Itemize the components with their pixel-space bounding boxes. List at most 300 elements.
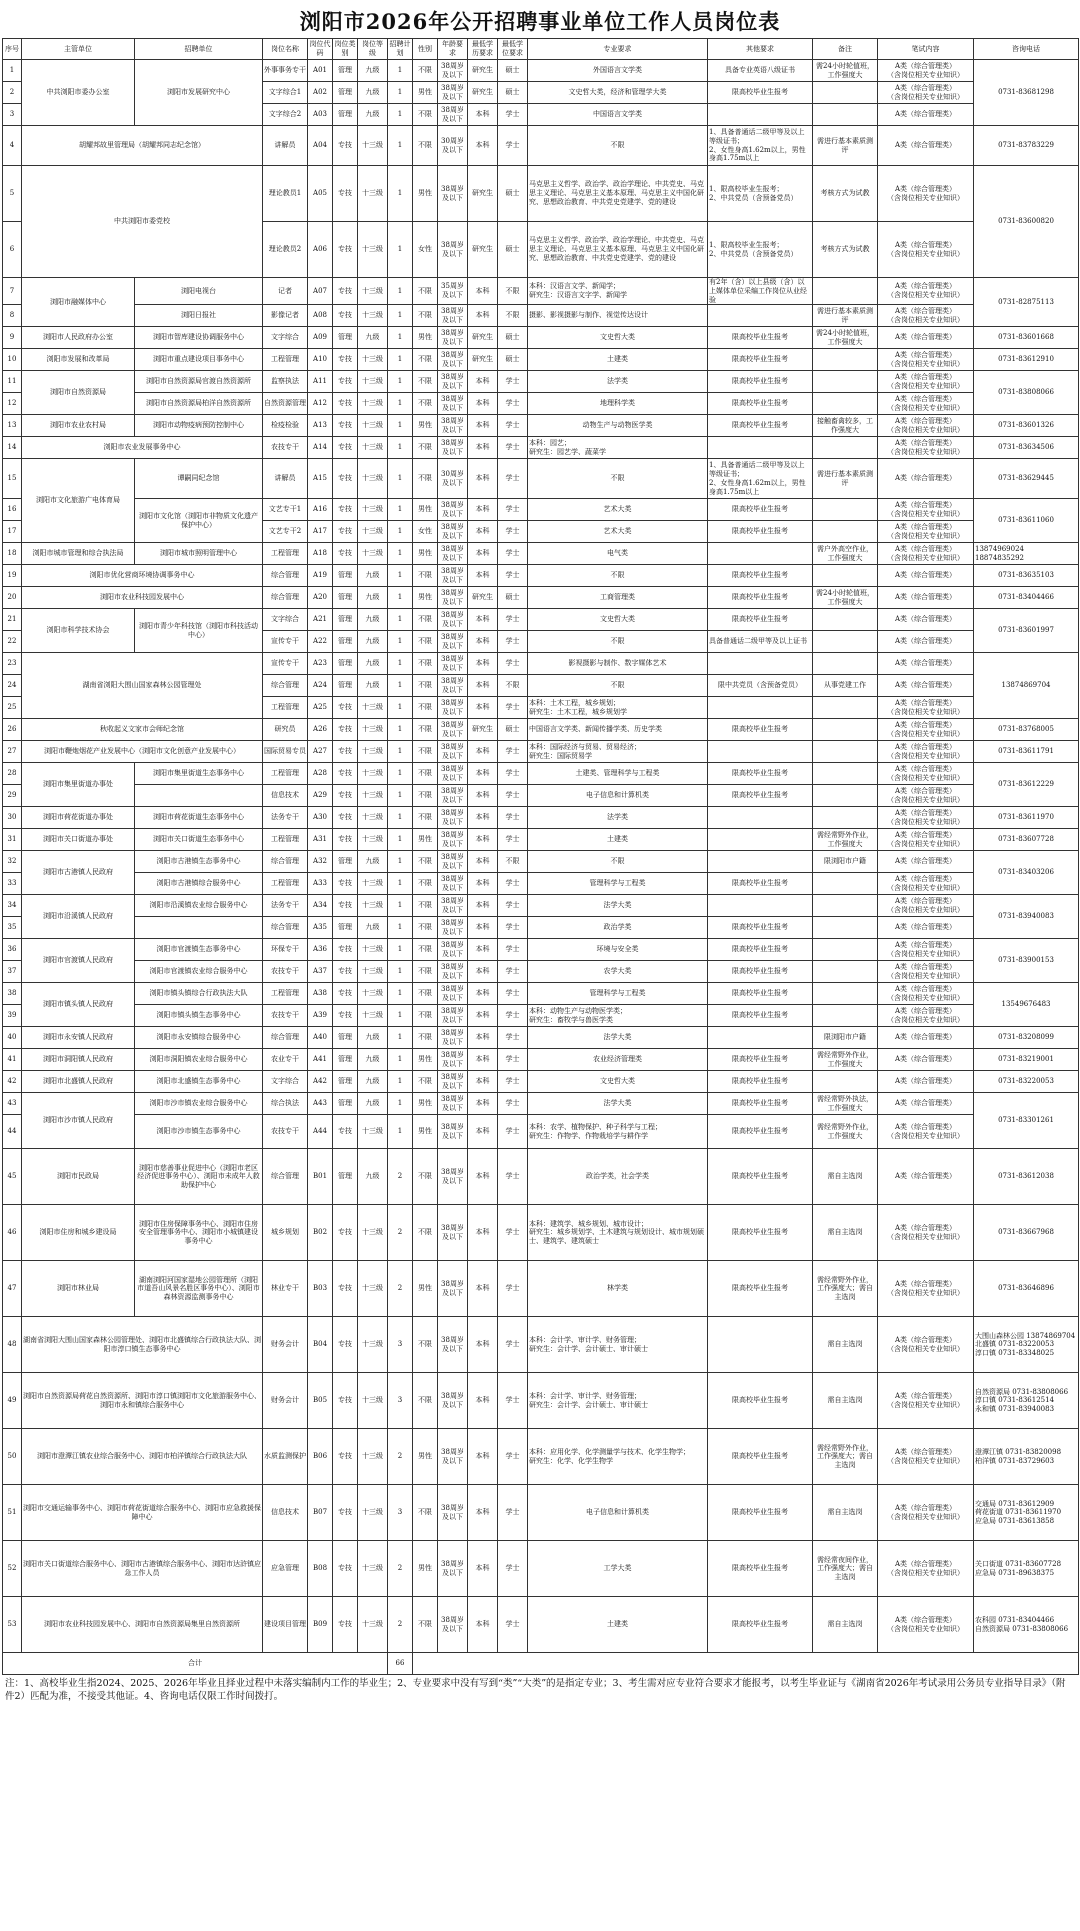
cell-department: 浏阳市农业科技园发展中心 [22, 587, 263, 609]
cell-grade: 九级 [358, 1071, 388, 1093]
cell-gender: 男性 [413, 829, 438, 851]
cell-plan: 1 [388, 939, 413, 961]
cell-grade: 九级 [358, 104, 388, 126]
cell-category: 专技 [333, 1261, 358, 1317]
table-row [3, 807, 1079, 829]
table-row [3, 60, 1079, 82]
cell-employer: 浏阳市镇头镇生态事务中心 [135, 1005, 263, 1027]
cell-exam: A类（综合管理类） （含岗位相关专业知识） [878, 305, 974, 327]
cell-plan: 2 [388, 1261, 413, 1317]
cell-education: 本科 [468, 1149, 498, 1205]
cell-category: 专技 [333, 807, 358, 829]
cell-grade: 十三级 [358, 1205, 388, 1261]
cell-no: 29 [3, 785, 22, 807]
table-row [3, 349, 1079, 371]
cell-grade: 十三级 [358, 393, 388, 415]
cell-grade: 十三级 [358, 305, 388, 327]
column-header: 最低学位要求 [498, 39, 528, 60]
cell-category: 管理 [333, 653, 358, 675]
cell-other [708, 851, 813, 873]
cell-gender: 不限 [413, 851, 438, 873]
cell-plan: 1 [388, 166, 413, 222]
cell-other: 限高校毕业生报考 [708, 719, 813, 741]
cell-plan: 3 [388, 1373, 413, 1429]
cell-grade: 九级 [358, 917, 388, 939]
cell-gender: 男性 [413, 1541, 438, 1597]
table-row [3, 499, 1079, 521]
table-row [3, 873, 1079, 895]
cell-phone: 0731-83607728 [974, 829, 1079, 851]
cell-education: 研究生 [468, 166, 498, 222]
cell-position: 外事事务专干 [263, 60, 308, 82]
cell-category: 管理 [333, 1049, 358, 1071]
cell-age: 38周岁及以下 [438, 82, 468, 104]
cell-other: 限高校毕业生报考 [708, 763, 813, 785]
cell-category: 专技 [333, 719, 358, 741]
cell-education: 研究生 [468, 60, 498, 82]
cell-remark: 需24小时轮值班，工作强度大 [813, 60, 878, 82]
cell-plan: 1 [388, 917, 413, 939]
cell-gender: 男性 [413, 1115, 438, 1149]
cell-phone: 0731-83646896 [974, 1261, 1079, 1317]
cell-exam: A类（综合管理类） （含岗位相关专业知识） [878, 1205, 974, 1261]
cell-education: 本科 [468, 126, 498, 166]
cell-code: A25 [308, 697, 333, 719]
cell-other: 限高校毕业生报考 [708, 873, 813, 895]
cell-position: 环保专干 [263, 939, 308, 961]
cell-grade: 十三级 [358, 521, 388, 543]
cell-education: 本科 [468, 961, 498, 983]
cell-remark: 考核方式为试教 [813, 222, 878, 278]
cell-grade: 十三级 [358, 697, 388, 719]
cell-other [708, 895, 813, 917]
cell-category: 专技 [333, 126, 358, 166]
cell-employer: 浏阳市自然资源局官渡自然资源所 [135, 371, 263, 393]
cell-remark: 需自主选岗 [813, 1373, 878, 1429]
cell-gender: 不限 [413, 104, 438, 126]
cell-employer [135, 917, 263, 939]
cell-no: 39 [3, 1005, 22, 1027]
cell-category: 专技 [333, 349, 358, 371]
cell-position: 综合管理 [263, 851, 308, 873]
cell-position: 农技专干 [263, 437, 308, 459]
cell-category: 专技 [333, 961, 358, 983]
cell-age: 38周岁及以下 [438, 697, 468, 719]
cell-phone: 0731-83768005 [974, 719, 1079, 741]
cell-age: 38周岁及以下 [438, 1149, 468, 1205]
cell-age: 38周岁及以下 [438, 895, 468, 917]
cell-position: 水质监测保护 [263, 1429, 308, 1485]
cell-exam: A类（综合管理类） （含岗位相关专业知识） [878, 1541, 974, 1597]
cell-remark [813, 609, 878, 631]
cell-education: 本科 [468, 609, 498, 631]
cell-employer: 浏阳市发展研究中心 [135, 60, 263, 126]
cell-major: 不限 [528, 565, 708, 587]
cell-code: A07 [308, 278, 333, 305]
cell-plan: 1 [388, 785, 413, 807]
cell-degree: 硕士 [498, 82, 528, 104]
cell-age: 38周岁及以下 [438, 1093, 468, 1115]
total-label: 合计 [3, 1653, 388, 1675]
cell-position: 农技专干 [263, 1005, 308, 1027]
table-row [3, 1429, 1079, 1485]
cell-grade: 十三级 [358, 807, 388, 829]
cell-grade: 九级 [358, 327, 388, 349]
cell-age: 38周岁及以下 [438, 851, 468, 873]
cell-degree: 学士 [498, 939, 528, 961]
cell-remark: 需自主选岗 [813, 1149, 878, 1205]
cell-employer: 浏阳日报社 [135, 305, 263, 327]
cell-employer: 浏阳市重点建设项目事务中心 [135, 349, 263, 371]
cell-gender: 男性 [413, 82, 438, 104]
cell-education: 本科 [468, 1317, 498, 1373]
cell-position: 文字综合 [263, 1071, 308, 1093]
cell-gender: 不限 [413, 1317, 438, 1373]
cell-education: 本科 [468, 1027, 498, 1049]
cell-employer: 浏阳市镇头镇综合行政执法大队 [135, 983, 263, 1005]
cell-department: 浏阳市自然资源局荷花自然资源所、浏阳市淳口镇浏阳市文化旅游服务中心、浏阳市永和镇综合服务中心 [22, 1373, 263, 1429]
cell-employer: 浏阳市关口街道生态事务中心 [135, 829, 263, 851]
total-value: 66 [388, 1653, 413, 1675]
cell-category: 专技 [333, 459, 358, 499]
cell-exam: A类（综合管理类） （含岗位相关专业知识） [878, 961, 974, 983]
table-row [3, 543, 1079, 565]
cell-degree: 学士 [498, 126, 528, 166]
cell-grade: 九级 [358, 609, 388, 631]
cell-phone: 0731-83635103 [974, 565, 1079, 587]
cell-major: 政治学类，社会学类 [528, 1149, 708, 1205]
cell-other [708, 741, 813, 763]
cell-plan: 1 [388, 1071, 413, 1093]
cell-age: 38周岁及以下 [438, 1005, 468, 1027]
cell-no: 30 [3, 807, 22, 829]
cell-position: 信息技术 [263, 785, 308, 807]
cell-major: 摄影、影视摄影与制作、视觉传达设计 [528, 305, 708, 327]
cell-degree: 学士 [498, 697, 528, 719]
table-row [3, 1373, 1079, 1429]
cell-plan: 1 [388, 371, 413, 393]
cell-degree: 硕士 [498, 349, 528, 371]
cell-code: B07 [308, 1485, 333, 1541]
cell-remark: 需经常野外作业，工作强度大 [813, 829, 878, 851]
table-row [3, 437, 1079, 459]
cell-position: 记者 [263, 278, 308, 305]
cell-age: 38周岁及以下 [438, 939, 468, 961]
table-body [3, 60, 1079, 1675]
cell-no: 40 [3, 1027, 22, 1049]
cell-education: 本科 [468, 653, 498, 675]
cell-grade: 十三级 [358, 543, 388, 565]
cell-plan: 1 [388, 104, 413, 126]
cell-category: 专技 [333, 1373, 358, 1429]
cell-age: 30周岁及以下 [438, 459, 468, 499]
cell-code: A08 [308, 305, 333, 327]
cell-category: 专技 [333, 521, 358, 543]
cell-position: 文字综合1 [263, 82, 308, 104]
cell-code: B02 [308, 1205, 333, 1261]
cell-age: 38周岁及以下 [438, 1027, 468, 1049]
cell-other: 限高校毕业生报考 [708, 393, 813, 415]
cell-gender: 不限 [413, 278, 438, 305]
cell-degree: 学士 [498, 1093, 528, 1115]
cell-age: 38周岁及以下 [438, 222, 468, 278]
cell-category: 管理 [333, 917, 358, 939]
cell-education: 本科 [468, 1485, 498, 1541]
cell-department: 浏阳市住房和城乡建设局 [22, 1205, 135, 1261]
cell-no: 33 [3, 873, 22, 895]
table-row [3, 653, 1079, 675]
cell-education: 本科 [468, 939, 498, 961]
cell-age: 38周岁及以下 [438, 807, 468, 829]
cell-phone: 0731-83940083 [974, 895, 1079, 939]
cell-grade: 十三级 [358, 763, 388, 785]
cell-other: 限高校毕业生报考 [708, 917, 813, 939]
cell-remark [813, 785, 878, 807]
cell-no: 44 [3, 1115, 22, 1149]
cell-exam: A类（综合管理类） （含岗位相关专业知识） [878, 60, 974, 82]
cell-phone: 0731-83301261 [974, 1093, 1079, 1149]
cell-major: 文史哲大类 [528, 1071, 708, 1093]
cell-remark [813, 741, 878, 763]
cell-category: 专技 [333, 1485, 358, 1541]
cell-category: 专技 [333, 222, 358, 278]
cell-department: 浏阳市澄潭江镇农业综合服务中心、浏阳市柏洋镇综合行政执法大队 [22, 1429, 263, 1485]
cell-employer: 浏阳市集里街道生态事务中心 [135, 763, 263, 785]
cell-age: 38周岁及以下 [438, 327, 468, 349]
cell-exam: A类（综合管理类） （含岗位相关专业知识） [878, 437, 974, 459]
cell-plan: 1 [388, 415, 413, 437]
cell-phone: 自然资源局 0731-83808066 淳口镇 0731-83612514 永和镇 0731-83940083 [974, 1373, 1079, 1429]
cell-remark [813, 895, 878, 917]
cell-exam: A类（综合管理类） （含岗位相关专业知识） [878, 521, 974, 543]
cell-no: 22 [3, 631, 22, 653]
cell-code: A18 [308, 543, 333, 565]
cell-grade: 十三级 [358, 1115, 388, 1149]
cell-no: 51 [3, 1485, 22, 1541]
cell-gender: 不限 [413, 653, 438, 675]
cell-degree: 学士 [498, 104, 528, 126]
cell-remark: 需自主选岗 [813, 1597, 878, 1653]
cell-grade: 九级 [358, 675, 388, 697]
cell-phone: 0731-83612038 [974, 1149, 1079, 1205]
cell-remark [813, 104, 878, 126]
cell-exam: A类（综合管理类） （含岗位相关专业知识） [878, 807, 974, 829]
cell-gender: 不限 [413, 961, 438, 983]
cell-education: 本科 [468, 697, 498, 719]
cell-exam: A类（综合管理类） （含岗位相关专业知识） [878, 763, 974, 785]
cell-gender: 不限 [413, 895, 438, 917]
cell-degree: 学士 [498, 763, 528, 785]
cell-remark: 需自主选岗 [813, 1485, 878, 1541]
cell-no: 17 [3, 521, 22, 543]
cell-remark [813, 371, 878, 393]
cell-remark [813, 939, 878, 961]
cell-code: A05 [308, 166, 333, 222]
cell-grade: 九级 [358, 565, 388, 587]
cell-department: 浏阳市城市管理和综合执法局 [22, 543, 135, 565]
cell-grade: 十三级 [358, 873, 388, 895]
cell-grade: 十三级 [358, 939, 388, 961]
cell-employer: 浏阳市智库建设协调服务中心 [135, 327, 263, 349]
cell-other: 限高校毕业生报考 [708, 1005, 813, 1027]
cell-department: 浏阳市沿溪镇人民政府 [22, 895, 135, 939]
cell-code: A17 [308, 521, 333, 543]
cell-remark: 需经常野外作业，工作强度大 [813, 1115, 878, 1149]
cell-exam: A类（综合管理类） （含岗位相关专业知识） [878, 785, 974, 807]
cell-no: 42 [3, 1071, 22, 1093]
cell-other: 限高校毕业生报考 [708, 1115, 813, 1149]
cell-category: 专技 [333, 499, 358, 521]
cell-plan: 1 [388, 565, 413, 587]
cell-plan: 1 [388, 763, 413, 785]
cell-plan: 1 [388, 653, 413, 675]
cell-plan: 1 [388, 851, 413, 873]
cell-age: 38周岁及以下 [438, 371, 468, 393]
table-row [3, 939, 1079, 961]
cell-category: 专技 [333, 1115, 358, 1149]
cell-grade: 九级 [358, 587, 388, 609]
cell-other [708, 543, 813, 565]
cell-age: 35周岁及以下 [438, 278, 468, 305]
cell-degree: 学士 [498, 1317, 528, 1373]
cell-no: 14 [3, 437, 22, 459]
cell-remark [813, 565, 878, 587]
cell-remark: 需户外高空作业，工作强度大 [813, 543, 878, 565]
cell-major: 电气类 [528, 543, 708, 565]
cell-no: 43 [3, 1093, 22, 1115]
cell-grade: 十三级 [358, 278, 388, 305]
table-row [3, 719, 1079, 741]
cell-remark [813, 521, 878, 543]
cell-no: 23 [3, 653, 22, 675]
cell-grade: 十三级 [358, 1005, 388, 1027]
cell-no: 12 [3, 393, 22, 415]
cell-department: 浏阳市永安镇人民政府 [22, 1027, 135, 1049]
cell-code: A42 [308, 1071, 333, 1093]
cell-no: 25 [3, 697, 22, 719]
cell-phone: 13874969024 18874835292 [974, 543, 1079, 565]
cell-remark: 需经常野外作业，工作强度大 [813, 1049, 878, 1071]
cell-phone: 交通局 0731-83612909 荷花街道 0731-83611970 应急局 0731-83613858 [974, 1485, 1079, 1541]
cell-grade: 十三级 [358, 437, 388, 459]
cell-plan: 1 [388, 675, 413, 697]
cell-position: 文艺专干2 [263, 521, 308, 543]
cell-no: 24 [3, 675, 22, 697]
cell-remark [813, 278, 878, 305]
cell-age: 38周岁及以下 [438, 60, 468, 82]
cell-other: 限高校毕业生报考 [708, 565, 813, 587]
cell-no: 38 [3, 983, 22, 1005]
cell-age: 30周岁及以下 [438, 126, 468, 166]
cell-gender: 男性 [413, 587, 438, 609]
cell-major: 工学大类 [528, 1541, 708, 1597]
cell-grade: 十三级 [358, 1317, 388, 1373]
cell-position: 林业专干 [263, 1261, 308, 1317]
cell-degree: 学士 [498, 1049, 528, 1071]
cell-no: 27 [3, 741, 22, 763]
cell-remark: 需进行基本素质测评 [813, 126, 878, 166]
cell-education: 本科 [468, 1541, 498, 1597]
cell-category: 管理 [333, 675, 358, 697]
cell-category: 管理 [333, 82, 358, 104]
cell-phone: 13874869704 [974, 653, 1079, 719]
cell-major: 不限 [528, 126, 708, 166]
cell-department: 浏阳市北盛镇人民政府 [22, 1071, 135, 1093]
cell-position: 国际贸易专员 [263, 741, 308, 763]
cell-age: 38周岁及以下 [438, 917, 468, 939]
cell-degree: 学士 [498, 741, 528, 763]
cell-category: 专技 [333, 415, 358, 437]
cell-code: A29 [308, 785, 333, 807]
cell-exam: A类（综合管理类） [878, 631, 974, 653]
cell-department: 浏阳市交通运输事务中心、浏阳市荷花街道综合服务中心、浏阳市应急救援保障中心 [22, 1485, 263, 1541]
cell-major: 文史哲大类 [528, 609, 708, 631]
cell-grade: 十三级 [358, 1429, 388, 1485]
cell-grade: 十三级 [358, 126, 388, 166]
cell-no: 5 [3, 166, 22, 222]
cell-major: 本科：应用化学、化学测量学与技术、化学生物学； 研究生：化学、化学生物学 [528, 1429, 708, 1485]
cell-gender: 不限 [413, 371, 438, 393]
cell-category: 专技 [333, 305, 358, 327]
cell-gender: 不限 [413, 939, 438, 961]
cell-gender: 不限 [413, 609, 438, 631]
cell-gender: 不限 [413, 305, 438, 327]
cell-education: 本科 [468, 807, 498, 829]
cell-department: 浏阳市荷花街道办事处 [22, 807, 135, 829]
cell-degree: 学士 [498, 371, 528, 393]
cell-remark: 需24小时轮值班，工作强度大 [813, 327, 878, 349]
cell-code: B04 [308, 1317, 333, 1373]
cell-degree: 学士 [498, 807, 528, 829]
cell-employer [135, 785, 263, 807]
cell-other: 1、限高校毕业生报考； 2、中共党员（含预备党员） [708, 166, 813, 222]
cell-no: 53 [3, 1597, 22, 1653]
cell-department: 浏阳市农业发展事务中心 [22, 437, 263, 459]
cell-degree: 硕士 [498, 222, 528, 278]
cell-other: 限高校毕业生报考 [708, 1149, 813, 1205]
cell-category: 管理 [333, 60, 358, 82]
cell-gender: 不限 [413, 1149, 438, 1205]
total-row [3, 1653, 1079, 1675]
cell-degree: 不限 [498, 305, 528, 327]
cell-degree: 学士 [498, 1261, 528, 1317]
cell-exam: A类（综合管理类） （含岗位相关专业知识） [878, 939, 974, 961]
cell-code: A38 [308, 983, 333, 1005]
cell-code: A11 [308, 371, 333, 393]
cell-gender: 男性 [413, 327, 438, 349]
cell-plan: 1 [388, 741, 413, 763]
cell-category: 专技 [333, 1317, 358, 1373]
cell-phone: 0731-83681298 [974, 60, 1079, 126]
cell-gender: 不限 [413, 60, 438, 82]
cell-education: 本科 [468, 415, 498, 437]
cell-position: 农技专干 [263, 1115, 308, 1149]
cell-major: 不限 [528, 631, 708, 653]
cell-no: 13 [3, 415, 22, 437]
cell-age: 38周岁及以下 [438, 104, 468, 126]
cell-code: A21 [308, 609, 333, 631]
table-row [3, 393, 1079, 415]
cell-degree: 不限 [498, 675, 528, 697]
cell-exam: A类（综合管理类） [878, 587, 974, 609]
cell-position: 讲解员 [263, 126, 308, 166]
cell-degree: 学士 [498, 631, 528, 653]
cell-code: A31 [308, 829, 333, 851]
cell-gender: 男性 [413, 1261, 438, 1317]
cell-category: 专技 [333, 895, 358, 917]
cell-gender: 男性 [413, 543, 438, 565]
cell-category: 专技 [333, 1205, 358, 1261]
